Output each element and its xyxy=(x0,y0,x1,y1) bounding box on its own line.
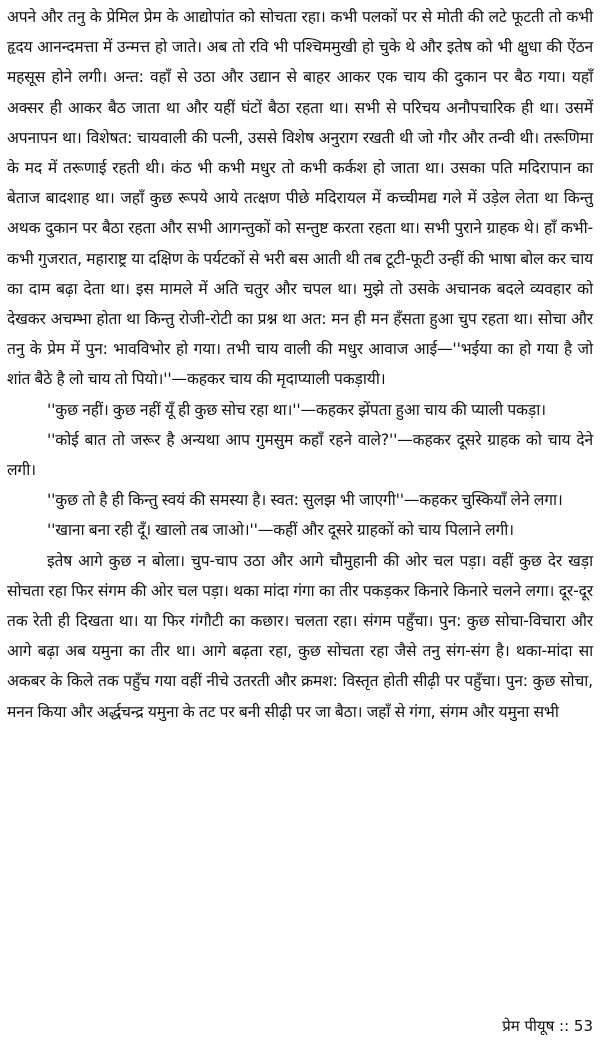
paragraph-3: ''कोई बात तो जरूर है अन्यथा आप गुमसुम कहाँ रहने वाले?''—कहकर दूसरे ग्राहक को चाय देने लगी। xyxy=(7,430,593,480)
paragraph-1: अपने और तनु के प्रेमिल प्रेम के आद्योपांत को सोचता रहा। कभी पलकों पर से मोती की लटे फूटती तो कभी हृदय आनन्दमत्ता में उन्मत्त हो जाते। अब तो रवि भी पश्चिममुखी हो चुके थे और इतेष को भी क्षुधा की ऐंठन महसूस होने लगी। अन्त: वहाँ से उठा और उद्यान से बाहर आकर एक चाय की दुकान पर बैठ गया। यहाँ अक्सर ही आकर बैठ जाता था और यहीं घंटों बैठा रहता था। सभी से परिचय अनौपचारिक ही था। उसमें अपनापन था। विशेषत: चायवाली की पत्नी, उससे विशेष अनुराग रखती थी जो गौर और तन्वी थी। तरूणिमा के मद में तरूणाई रहती थी। कंठ भी कभी मधुर तो कभी कर्कश हो जाता था। उसका पति मदिरापान का बेताज बादशाह था। जहाँ कुछ रूपये आये तत्क्षण पीछे मदिरायल में कच्चीमद्य गले में उड़ेल लेता था किन्तु अथक दुकान पर बैठा रहता और सभी आगन्तुकों को सन्तुष्ट करता रहता था। सभी पुराने ग्राहक थे। हाँ कभी-कभी गुजरात, महाराष्ट्र या दक्षिण के पर्यटकों से भरी बस आती थी तब टूटी-फूटी उन्हीं की भाषा बोल कर चाय का दाम बढ़ा देता था। इस मामले में अति चतुर और चपल था। मुझे तो उसके अचानक बदले व्यवहार को देखकर अचम्भा होता था किन्तु रोजी-रोटी का प्रश्न था अत: मन ही मन हँसता हुआ चुप रहता था। सोचा और तनु के प्रेम में पुन: भावविभोर हो गया। तभी चाय वाली की मधुर आवाज आई—''भईया का हो गया है जो शांत बैठे है लो चाय तो पियो।''—कहकर चाय की मृदाप्याली पकड़ायी। xyxy=(7,8,593,389)
paragraph-5: ''खाना बना रही दूँ। खालो तब जाओ।''—कहीं और दूसरे ग्राहकों को चाय पिलाने लगी। xyxy=(47,521,514,540)
page-body xyxy=(7,2,593,727)
page-footer-running-title: प्रेम पीयूष :: 53 xyxy=(502,1017,593,1035)
paragraph-4: ''कुछ तो है ही किन्तु स्वयं की समस्या है। स्वत: सुलझ भी जाएगी''—कहकर चुस्कियाँ लेने लगा। xyxy=(47,491,563,510)
paragraph-6: इतेष आगे कुछ न बोला। चुप-चाप उठा और आगे चौमुहानी की ओर चल पड़ा। वहीं कुछ देर खड़ा सोचता रहा फिर संगम की ओर चल पड़ा। थका मांदा गंगा का तीर पकड़कर किनारे किनारे चलने लगा। दूर-दूर तक रेती ही दिखता था। या फिर गंगौटी का कछार। चलता रहा। संगम पहुँचा। पुन: कुछ सोचा-विचारा और आगे बढ़ा अब यमुना का तीर था। आगे बढ़ता रहा, कुछ सोचता रहा जैसे तनु संग-संग है। थका-मांदा सा अकबर के किले तक पहुँच गया वहीं नीचे उतरती और क्रमश: विस्तृत होती सीढ़ी पर पहुँचा। पुन: कुछ सोचा, मनन किया और अर्द्धचन्द्र यमुना के तट पर बनी सीढ़ी पर जा बैठा। जहाँ से गंगा, संगम और यमुना सभी xyxy=(7,551,593,721)
paragraph-2: ''कुछ नहीं। कुछ नहीं यूँ ही कुछ सोच रहा था।''—कहकर झेंपता हुआ चाय की प्याली पकड़ा। xyxy=(47,400,546,419)
